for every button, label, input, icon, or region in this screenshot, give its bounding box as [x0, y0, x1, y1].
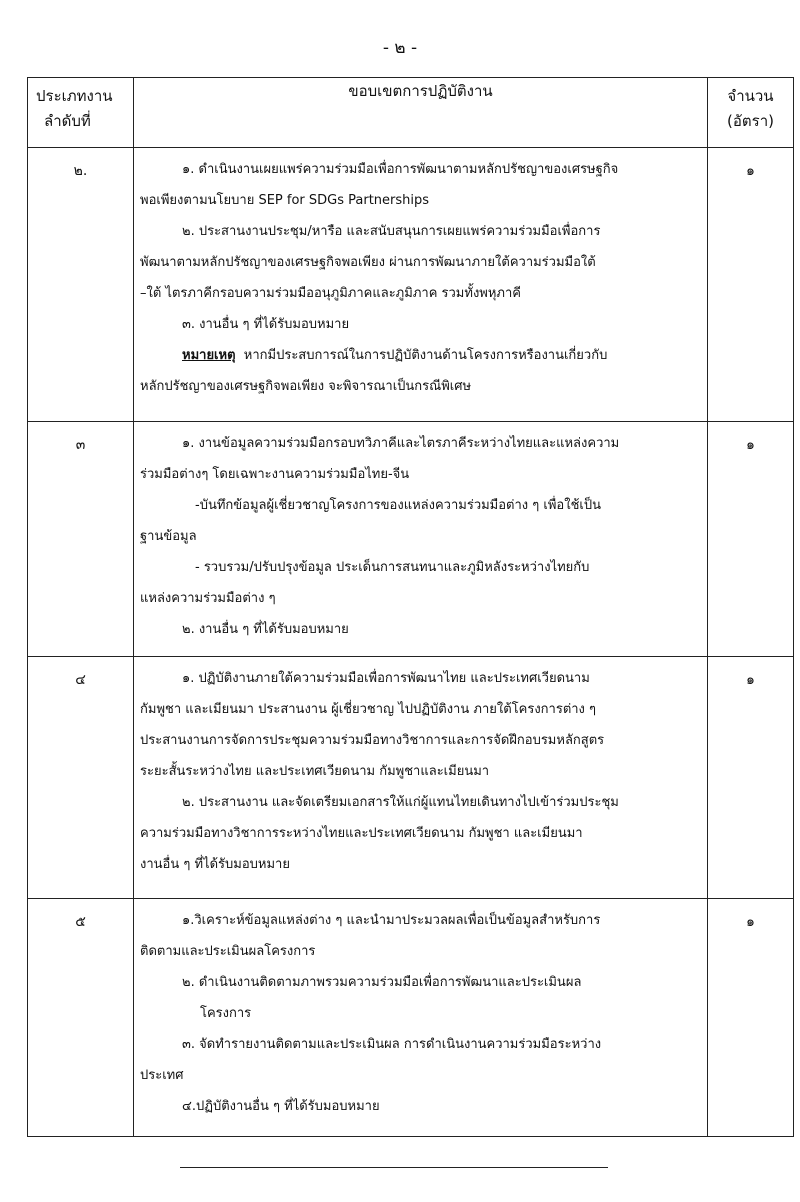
scope-line: พอเพียงตามนโยบาย SEP for SDGs Partnerships: [140, 193, 430, 208]
scope-line: ๒. ประสานงานประชุม/หารือ และสนับสนุนการเผยแพร่ความร่วมมือเพื่อการ: [182, 224, 601, 239]
scope-line: ๓. จัดทำรายงานติดตามและประเมินผล การดำเนินงานความร่วมมือระหว่าง: [182, 1037, 602, 1052]
header-scope: ขอบเขตการปฏิบัติงาน: [134, 78, 708, 148]
scope-line: ความร่วมมือทางวิชาการระหว่างไทยและประเทศเวียดนาม กัมพูชา และเมียนมา: [140, 826, 583, 841]
scope-line: ๔.ปฏิบัติงานอื่น ๆ ที่ได้รับมอบหมาย: [182, 1099, 380, 1114]
row-type-number: ๒.: [28, 148, 134, 422]
scope-line: ระยะสั้นระหว่างไทย และประเทศเวียดนาม กัมพูชาและเมียนมา: [140, 764, 490, 779]
scope-line: ๑.วิเคราะห์ข้อมูลแหล่งต่าง ๆ และนำมาประมวลผลเพื่อเป็นข้อมูลสำหรับการ: [182, 913, 601, 928]
scope-line: แหล่งความร่วมมือต่าง ๆ: [140, 591, 276, 606]
note-line: [140, 340, 697, 371]
row-rate: ๑: [708, 657, 794, 899]
row-rate: ๑: [708, 422, 794, 657]
scope-line: ประเทศ: [140, 1068, 184, 1083]
scope-line: หลักปรัชญาของเศรษฐกิจพอเพียง จะพิจารณาเป็นกรณีพิเศษ: [140, 379, 472, 394]
scope-line: - รวบรวม/ปรับปรุงข้อมูล ประเด็นการสนทนาและภูมิหลังระหว่างไทยกับ: [195, 560, 590, 575]
row-scope: [134, 899, 708, 1137]
table-row: [28, 148, 794, 422]
scope-line: –ใต้ ไตรภาคีกรอบความร่วมมืออนุภูมิภาคและภูมิภาค รวมทั้งพหุภาคี: [140, 286, 521, 301]
footer-divider: [180, 1167, 608, 1168]
row-scope: [134, 657, 708, 899]
row-type-number: ๕: [28, 899, 134, 1137]
scope-line: โครงการ: [200, 1006, 252, 1021]
table-row: [28, 422, 794, 657]
scope-line: ร่วมมือต่างๆ โดยเฉพาะงานความร่วมมือไทย-จีน: [140, 467, 410, 482]
scope-line: ๒. งานอื่น ๆ ที่ได้รับมอบหมาย: [182, 622, 349, 637]
scope-line: พัฒนาตามหลักปรัชญาของเศรษฐกิจพอเพียง ผ่านการพัฒนาภายใต้ความร่วมมือใต้: [140, 255, 596, 270]
note-label: หมายเหตุ: [182, 348, 236, 363]
scope-line: ๒. ดำเนินงานติดตามภาพรวมความร่วมมือเพื่อการพัฒนาและประเมินผล: [182, 975, 582, 990]
header-rate-line2: (อัตรา): [727, 112, 774, 130]
scope-line: ๑. งานข้อมูลความร่วมมือกรอบทวิภาคีและไตรภาคีระหว่างไทยและแหล่งความ: [182, 436, 620, 451]
row-type-number: ๔: [28, 657, 134, 899]
table-header-row: [28, 78, 794, 148]
header-rate: [708, 78, 794, 148]
scope-line: ๓. งานอื่น ๆ ที่ได้รับมอบหมาย: [182, 317, 350, 332]
note-text: หากมีประสบการณ์ในการปฏิบัติงานด้านโครงการหรืองานเกี่ยวกับ: [243, 348, 608, 363]
scope-line: กัมพูชา และเมียนมา ประสานงาน ผู้เชี่ยวชาญ ไปปฏิบัติงาน ภายใต้โครงการต่าง ๆ: [140, 702, 597, 717]
row-type-number: ๓: [28, 422, 134, 657]
header-job-type-line2: ลำดับที่: [44, 112, 91, 130]
table-row: [28, 899, 794, 1137]
row-rate: ๑: [708, 899, 794, 1137]
header-job-type: [28, 78, 134, 148]
row-rate: ๑: [708, 148, 794, 422]
job-scope-table: [27, 77, 794, 1137]
table-row: [28, 657, 794, 899]
page-number: - ๒ -: [382, 38, 418, 58]
header-rate-line1: จำนวน: [727, 87, 774, 105]
row-scope: [134, 148, 708, 422]
scope-line: ฐานข้อมูล: [140, 529, 197, 544]
row-scope: [134, 422, 708, 657]
scope-line: -บันทึกข้อมูลผู้เชี่ยวชาญโครงการของแหล่งความร่วมมือต่าง ๆ เพื่อใช้เป็น: [195, 498, 601, 513]
scope-line: ๑. ดำเนินงานเผยแพร่ความร่วมมือเพื่อการพัฒนาตามหลักปรัชญาของเศรษฐกิจ: [182, 162, 619, 177]
scope-line: ติดตามและประเมินผลโครงการ: [140, 944, 316, 959]
scope-line: ประสานงานการจัดการประชุมความร่วมมือทางวิชาการและการจัดฝึกอบรมหลักสูตร: [140, 733, 605, 748]
header-job-type-line1: ประเภทงาน: [36, 87, 113, 105]
scope-line: ๑. ปฏิบัติงานภายใต้ความร่วมมือเพื่อการพัฒนาไทย และประเทศเวียดนาม: [182, 671, 590, 686]
scope-line: ๒. ประสานงาน และจัดเตรียมเอกสารให้แก่ผู้แทนไทยเดินทางไปเข้าร่วมประชุม: [182, 795, 619, 810]
scope-line: งานอื่น ๆ ที่ได้รับมอบหมาย: [140, 857, 290, 872]
